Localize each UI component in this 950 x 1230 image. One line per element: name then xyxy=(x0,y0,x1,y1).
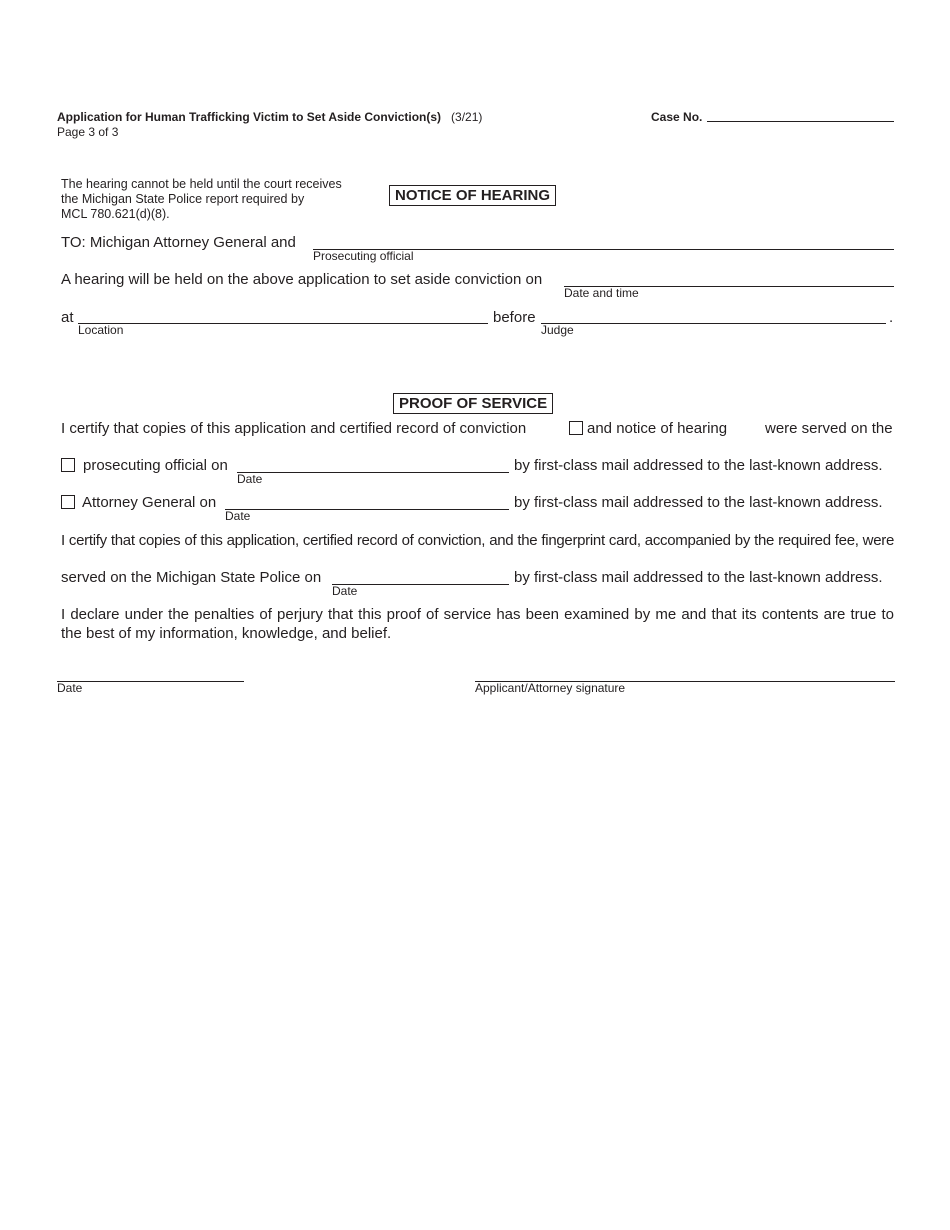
form-revision: (3/21) xyxy=(451,110,483,124)
judge-field[interactable] xyxy=(541,323,886,324)
attorney-general-date-field[interactable] xyxy=(225,509,509,510)
signature-label: Applicant/Attorney signature xyxy=(475,681,626,695)
signature-date-field[interactable] xyxy=(57,681,244,682)
prosecuting-date-label: Date xyxy=(237,472,263,486)
case-no-field[interactable] xyxy=(707,121,894,122)
msp-mail-text: by first-class mail addressed to the last-known address. xyxy=(514,569,883,586)
before-label: before xyxy=(493,309,536,326)
form-title xyxy=(57,110,482,124)
notice-of-hearing-option: and notice of hearing xyxy=(587,420,728,437)
prosecuting-official-label: Prosecuting official xyxy=(313,249,414,263)
declaration-line-1: I declare under the penalties of perjury that this proof of service has been examined by me and that its contents are true to xyxy=(61,606,894,623)
location-label: Location xyxy=(78,323,124,337)
attorney-general-date-label: Date xyxy=(225,509,251,523)
period: . xyxy=(889,309,894,326)
form-title-text: Application for Human Trafficking Victim to Set Aside Conviction(s) xyxy=(57,110,442,124)
to-line-label: TO: Michigan Attorney General and xyxy=(61,234,296,251)
attorney-general-option: Attorney General on xyxy=(82,494,217,511)
prosecuting-official-option: prosecuting official on xyxy=(83,457,228,474)
page-number: Page 3 of 3 xyxy=(57,125,119,139)
served-on-text: were served on the xyxy=(765,420,893,437)
certify-text: I certify that copies of this application and certified record of conviction xyxy=(61,420,527,437)
hearing-text: A hearing will be held on the above application to set aside conviction on xyxy=(61,271,543,288)
mcl-note-line-2: the Michigan State Police report required by xyxy=(61,192,305,206)
date-and-time-label: Date and time xyxy=(564,286,639,300)
notice-of-hearing-title: NOTICE OF HEARING xyxy=(389,185,556,206)
attorney-general-mail-text: by first-class mail addressed to the last-known address. xyxy=(514,494,883,511)
msp-date-field[interactable] xyxy=(332,584,509,585)
mcl-note-line-1: The hearing cannot be held until the court receives xyxy=(61,177,342,191)
notice-of-hearing-checkbox[interactable] xyxy=(569,421,583,435)
msp-certify-text: I certify that copies of this application, certified record of conviction, and the fingerprint card, accompanied by the required fee, were xyxy=(61,532,894,549)
proof-of-service-title: PROOF OF SERVICE xyxy=(393,393,553,414)
msp-date-label: Date xyxy=(332,584,358,598)
case-no-label: Case No. xyxy=(651,110,703,124)
prosecuting-mail-text: by first-class mail addressed to the last-known address. xyxy=(514,457,883,474)
signature-date-label: Date xyxy=(57,681,83,695)
declaration-line-2: the best of my information, knowledge, and belief. xyxy=(61,625,392,642)
judge-label: Judge xyxy=(541,323,574,337)
msp-served-text: served on the Michigan State Police on xyxy=(61,569,322,586)
prosecuting-date-field[interactable] xyxy=(237,472,509,473)
prosecuting-official-checkbox[interactable] xyxy=(61,458,75,472)
attorney-general-checkbox[interactable] xyxy=(61,495,75,509)
at-label: at xyxy=(61,309,74,326)
mcl-note-line-3: MCL 780.621(d)(8). xyxy=(61,207,170,221)
location-field[interactable] xyxy=(78,323,488,324)
